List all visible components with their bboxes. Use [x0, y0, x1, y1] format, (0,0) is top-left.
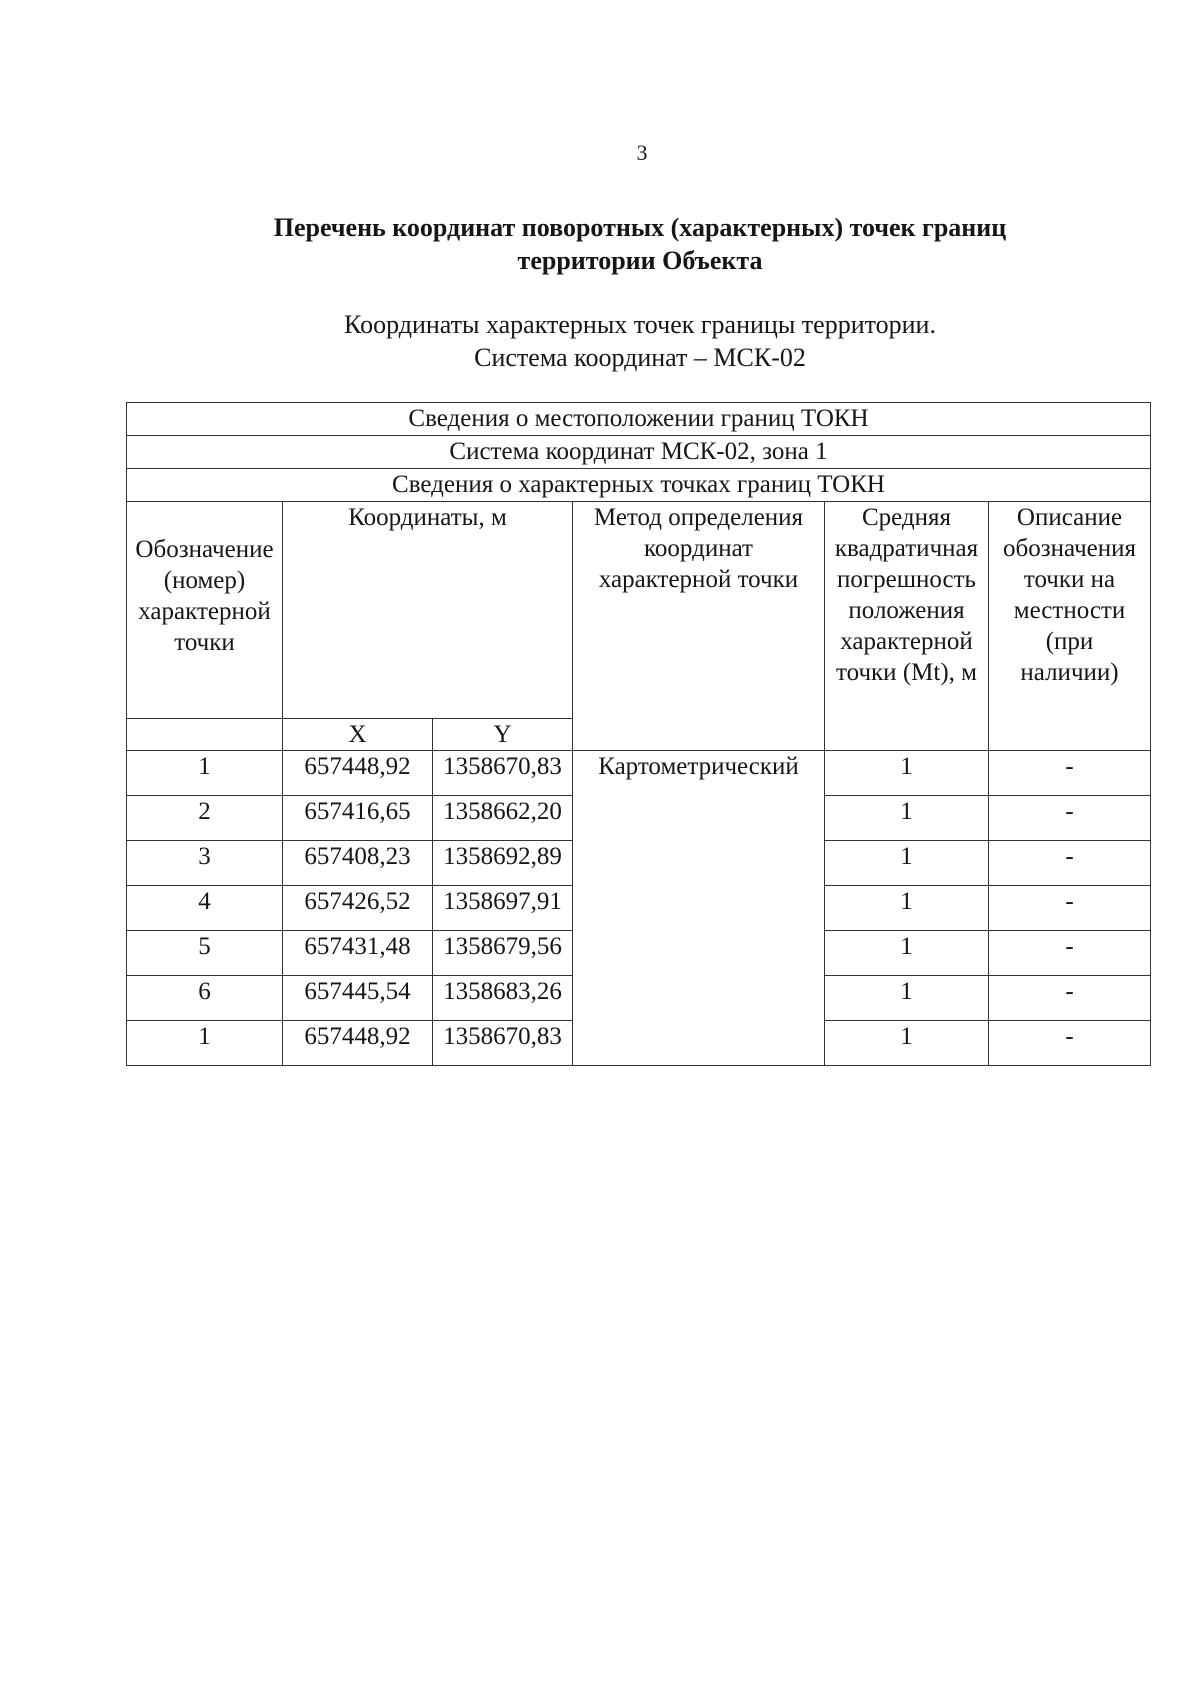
point-number: 3: [127, 841, 283, 886]
header-method: [573, 502, 825, 751]
point-description: -: [989, 931, 1151, 976]
point-y: 1358662,20: [433, 796, 573, 841]
header-designation-sub: [127, 719, 283, 751]
point-number: 6: [127, 976, 283, 1021]
page-number: 3: [636, 140, 648, 165]
header-designation-line: (номер): [163, 567, 246, 594]
point-error: 1: [825, 976, 989, 1021]
header-description: [989, 502, 1151, 751]
point-y: 1358697,91: [433, 886, 573, 931]
table-banner-location: Сведения о местоположении границ ТОКН: [127, 403, 1151, 436]
point-error: 1: [825, 841, 989, 886]
document-title-line2: территории Объекта: [517, 246, 763, 275]
point-x: 657431,48: [283, 931, 433, 976]
header-error-line: Средняя: [861, 504, 952, 531]
point-x: 657408,23: [283, 841, 433, 886]
point-description: -: [989, 796, 1151, 841]
header-x: X: [283, 719, 433, 751]
point-x: 657448,92: [283, 751, 433, 796]
point-x: 657416,65: [283, 796, 433, 841]
header-designation-line: точки: [174, 629, 235, 656]
header-description-line: обозначения: [1003, 535, 1136, 562]
point-error: 1: [825, 751, 989, 796]
document-subtitle-line2: Система координат – МСК-02: [474, 343, 806, 372]
point-description: -: [989, 886, 1151, 931]
point-y: 1358670,83: [433, 751, 573, 796]
header-error-line: погрешность: [837, 566, 976, 593]
header-error-line: характерной: [840, 628, 973, 655]
header-designation: [127, 502, 283, 719]
table-banner-coordinate-system: Система координат МСК-02, зона 1: [127, 436, 1151, 469]
point-description: -: [989, 751, 1151, 796]
table-banner-points: Сведения о характерных точках границ ТОКН: [127, 469, 1151, 502]
header-error-line: квадратичная: [834, 535, 979, 562]
point-x: 657445,54: [283, 976, 433, 1021]
document-subtitle: [140, 308, 1140, 374]
document-subtitle-line1: Координаты характерных точек границы территории.: [344, 310, 936, 339]
header-y: Y: [433, 719, 573, 751]
header-description-line: точки на: [1023, 566, 1116, 593]
point-y: 1358692,89: [433, 841, 573, 886]
point-error: 1: [825, 886, 989, 931]
table-row: [127, 751, 1151, 796]
header-method-line: Метод определения: [593, 504, 804, 531]
point-error: 1: [825, 931, 989, 976]
point-number: 1: [127, 751, 283, 796]
coordinates-table: [126, 402, 1151, 1066]
header-coordinates: Координаты, м: [283, 502, 573, 719]
header-description-line: (при: [1045, 628, 1094, 655]
point-number: 2: [127, 796, 283, 841]
point-x: 657426,52: [283, 886, 433, 931]
header-method-line: характерной точки: [598, 566, 799, 593]
point-x: 657448,92: [283, 1021, 433, 1066]
point-y: 1358679,56: [433, 931, 573, 976]
header-error-line: точки (Mt), м: [836, 659, 977, 686]
point-y: 1358670,83: [433, 1021, 573, 1066]
header-designation-line: Обозначение: [135, 536, 274, 563]
header-description-line: местности: [1013, 597, 1126, 624]
point-description: -: [989, 1021, 1151, 1066]
point-error: 1: [825, 796, 989, 841]
header-error-line: положения: [848, 597, 965, 624]
point-description: -: [989, 976, 1151, 1021]
point-error: 1: [825, 1021, 989, 1066]
document-title-line1: Перечень координат поворотных (характерных) точек границ: [273, 213, 1007, 242]
header-designation-line: характерной: [138, 598, 271, 625]
point-number: 4: [127, 886, 283, 931]
point-number: 1: [127, 1021, 283, 1066]
document-title: [140, 211, 1140, 277]
header-error: [825, 502, 989, 751]
header-description-line: Описание: [1016, 504, 1123, 531]
method-value: Картометрический: [573, 751, 825, 1066]
header-method-line: координат: [644, 535, 753, 562]
point-number: 5: [127, 931, 283, 976]
point-description: -: [989, 841, 1151, 886]
point-y: 1358683,26: [433, 976, 573, 1021]
header-description-line: наличии): [1020, 659, 1119, 686]
